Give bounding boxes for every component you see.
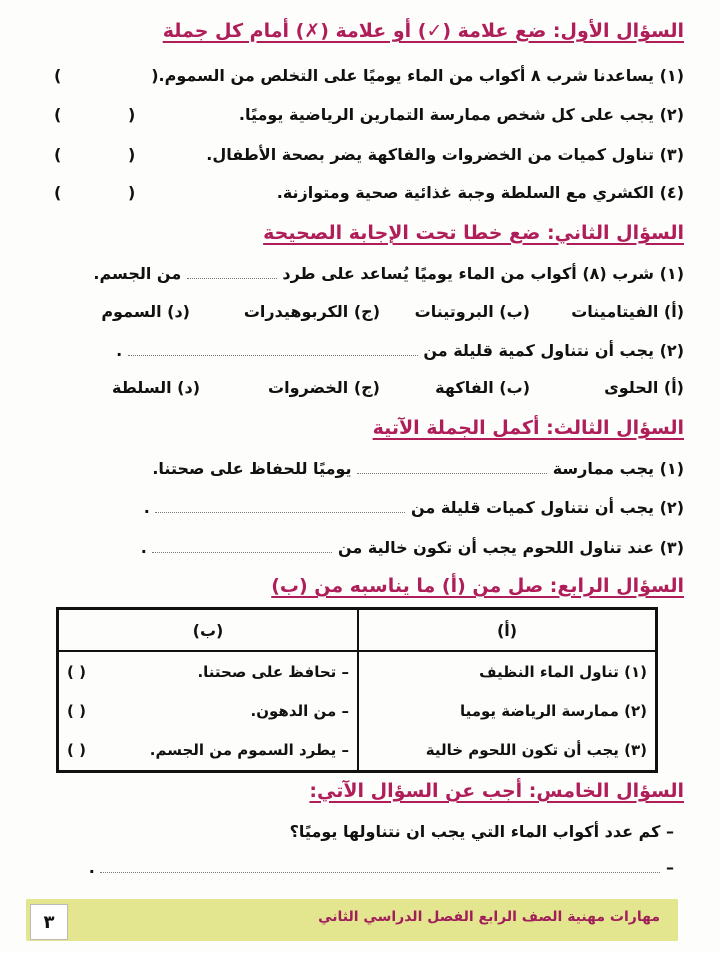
col-b-row-1 [67,663,349,681]
q2-option-2d[interactable]: (د) السلطة [112,378,200,397]
q3-item-3-blank[interactable] [152,540,332,553]
q2-option-2c[interactable]: (ج) الخضروات [268,378,380,397]
col-b-item-3[interactable]: – يطرد السموم من الجسم. [149,741,349,760]
col-b-item-1[interactable]: – تحافظ على صحتنا. [197,662,349,681]
col-b-row-3 [67,741,349,759]
col-b-row-2 [67,702,349,720]
q2-item-1-blank[interactable] [187,266,277,279]
q3-item-3: (٣) عند تناول اللحوم يجب أن تكون خالية من . [140,538,684,557]
q3-item-2: (٢) يجب أن نتناول كميات قليلة من . [143,498,684,517]
col-b-cell [58,651,359,772]
q2-option-2a[interactable]: (أ) الحلوى [604,378,684,397]
q1-item-2-close-paren[interactable]: ) [54,105,62,124]
q5-question: – كم عدد أكواب الماء التي يجب ان نتناولها يوميًا؟ [289,822,674,841]
q2-option-1d[interactable]: (د) السموم [101,302,190,321]
col-b-paren-1[interactable]: ( ) [67,662,86,681]
q2-title: السؤال الثاني: ضع خطا تحت الإجابة الصحيحة [263,222,684,244]
q1-item-2: (٢) يجب على كل شخص ممارسة التمارين الرياضية يوميًا. [238,105,684,124]
matching-table [56,607,658,773]
q2-item-2: (٢) يجب أن نتناول كمية قليلة من . [116,341,684,360]
page-number: ٣ [30,904,68,940]
col-b-paren-2[interactable]: ( ) [67,701,86,720]
q1-item-2-open-paren[interactable]: ( [128,105,136,124]
q2-option-1b[interactable]: (ب) البروتينات [414,302,530,321]
q1-item-3-close-paren[interactable]: ) [54,145,62,164]
q5-title: السؤال الخامس: أجب عن السؤال الآتي: [309,780,684,802]
q5-answer-blank[interactable] [100,860,660,873]
q3-title: السؤال الثالث: أكمل الجملة الآتية [372,417,684,439]
q2-option-1a[interactable]: (أ) الفيتامينات [571,302,684,321]
q1-item-4-close-paren[interactable]: ) [54,183,62,202]
matching-table-header [58,609,657,652]
q2-item-2-blank[interactable] [128,343,418,356]
q2-option-2b[interactable]: (ب) الفاكهة [435,378,530,397]
col-a-item-2[interactable]: (٢) ممارسة الرياضة يوميا [459,701,647,720]
col-b-paren-3[interactable]: ( ) [67,741,86,760]
q1-item-1: (١) يساعدنا شرب ٨ أكواب من الماء يوميًا على التخلص من السموم.( [151,66,684,85]
q3-item-1-blank[interactable] [357,461,547,474]
q5-answer-line[interactable]: – . [88,858,674,877]
q3-item-2-blank[interactable] [155,500,405,513]
col-a-item-3[interactable]: (٣) يجب أن تكون اللحوم خالية [425,741,647,760]
q1-title: السؤال الأول: ضع علامة (✓) أو علامة (✗) أمام كل جملة [162,20,684,42]
q1-item-4: (٤) الكشري مع السلطة وجبة غذائية صحية ومتوازنة. [276,183,684,202]
q1-item-3-open-paren[interactable]: ( [128,145,136,164]
q1-item-4-open-paren[interactable]: ( [128,183,136,202]
q2-item-1: (١) شرب (٨) أكواب من الماء يوميًا يُساعد على طرد من الجسم. [93,264,684,283]
q2-option-1c[interactable]: (ج) الكربوهيدرات [243,302,380,321]
q1-item-1-close-paren[interactable]: ) [54,66,62,85]
footer-bar [26,899,678,941]
col-b-header: (ب) [58,609,359,652]
col-a-header: (أ) [358,609,657,652]
col-a-cell [358,651,657,772]
q1-item-3: (٣) تناول كميات من الخضروات والفاكهة يضر بصحة الأطفال. [206,145,684,164]
q3-item-1: (١) يجب ممارسة يوميًا للحفاظ على صحتنا. [152,459,684,478]
col-a-item-1[interactable]: (١) تناول الماء النظيف [479,662,647,681]
q4-title: السؤال الرابع: صل من (أ) ما يناسبه من (ب) [271,575,684,597]
col-b-item-2[interactable]: – من الدهون. [250,701,349,720]
footer-text: مهارات مهنية الصف الرابع الفصل الدراسي الثاني [318,909,660,925]
